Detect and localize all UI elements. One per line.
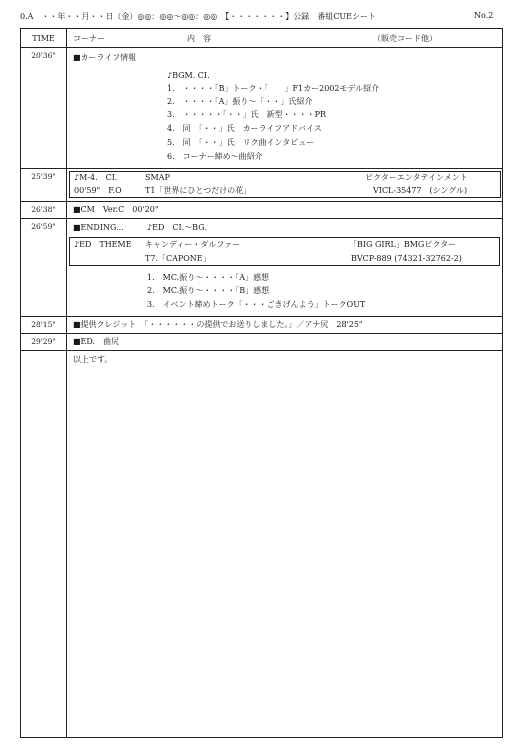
col-header-corner: コーナー: [73, 34, 105, 43]
row2-artist: SMAP: [145, 173, 170, 182]
row3-text: ■CM Ver.C 00'20": [73, 205, 159, 214]
row2-time: 25'39": [31, 172, 56, 181]
page-number: No.2: [474, 11, 494, 20]
row2-duration: 00'59" F.O: [74, 186, 122, 195]
row2-track: T1「世界にひとつだけの花」: [145, 186, 252, 195]
row-divider: [21, 333, 502, 334]
row4-item: 1. MC.振り～・・・・「A」感想: [147, 273, 269, 282]
row1-item: 3. ・・・・・「・・」氏 新型・・・・PR: [167, 110, 327, 119]
time-column-divider: [66, 29, 67, 737]
row1-item: 5. 同 「・・」氏 リク曲インタビュー: [167, 138, 315, 147]
row-divider: [21, 350, 502, 351]
row1-title: ■カーライフ情報: [73, 53, 137, 62]
closing-note: 以上です。: [73, 355, 113, 364]
row4-time: 26'59": [31, 222, 56, 231]
row-divider: [21, 47, 502, 48]
row1-time: 20'36": [31, 51, 56, 60]
row2-label: ビクターエンタテインメント: [365, 173, 468, 182]
row-divider: [21, 201, 502, 202]
col-header-time: TIME: [32, 34, 55, 43]
row6-time: 29'29": [31, 337, 56, 346]
row1-item: 1. ・・・・「B」トーク・「 」F1カー2002モデル紹介: [167, 84, 380, 93]
cue-sheet-table: [20, 28, 503, 738]
row5-time: 28'15": [31, 320, 56, 329]
row4-item: 3. イベント締めトーク「・・・ごきげんよう」トークOUT: [147, 300, 366, 309]
row4-label: 「BIG GIRL」BMGビクター: [349, 240, 457, 249]
row1-item: 6. コーナー締め～曲紹介: [167, 152, 263, 161]
row5-text: ■提供クレジット 「・・・・・・の提供でお送りしました。」／アナ尻 28'25": [73, 320, 363, 329]
row1-item: 2. ・・・・「A」振り～「・・」氏紹介: [167, 97, 313, 106]
row4-artist: キャンディー・ダルファー: [145, 240, 241, 249]
col-header-content: 内 容: [187, 34, 211, 43]
row-divider: [21, 168, 502, 169]
row6-text: ■ED. 曲尻: [73, 337, 120, 346]
row4-cue: ♪ED CI.～BG.: [147, 223, 207, 232]
row1-item: 4. 同 「・・」氏 カーライフアドバイス: [167, 124, 322, 133]
col-header-code: （販売コード他）: [373, 34, 437, 43]
row4-code: BVCP-889 (74321-32762-2): [351, 254, 462, 263]
row4-track: T7.「CAPONE」: [145, 254, 211, 263]
row2-code: VICL-35477 (シングル): [373, 186, 468, 195]
row2-cue: ♪M-4. CI.: [74, 173, 118, 182]
row1-bgm: ♪BGM. CI.: [167, 71, 210, 80]
row3-time: 26'38": [31, 205, 56, 214]
header-title: 0.A ・・年・・月・・日（金）◎◎：◎◎～◎◎：◎◎ 【・・・・・・・】公録 番組CUEシート: [20, 12, 376, 21]
row4-title: ■ENDING...: [73, 223, 124, 232]
row-divider: [21, 218, 502, 219]
row4-ed-theme: ♪ED THEME: [74, 240, 132, 249]
row-divider: [21, 316, 502, 317]
row4-item: 2. MC.振り～・・・・「B」感想: [147, 286, 270, 295]
